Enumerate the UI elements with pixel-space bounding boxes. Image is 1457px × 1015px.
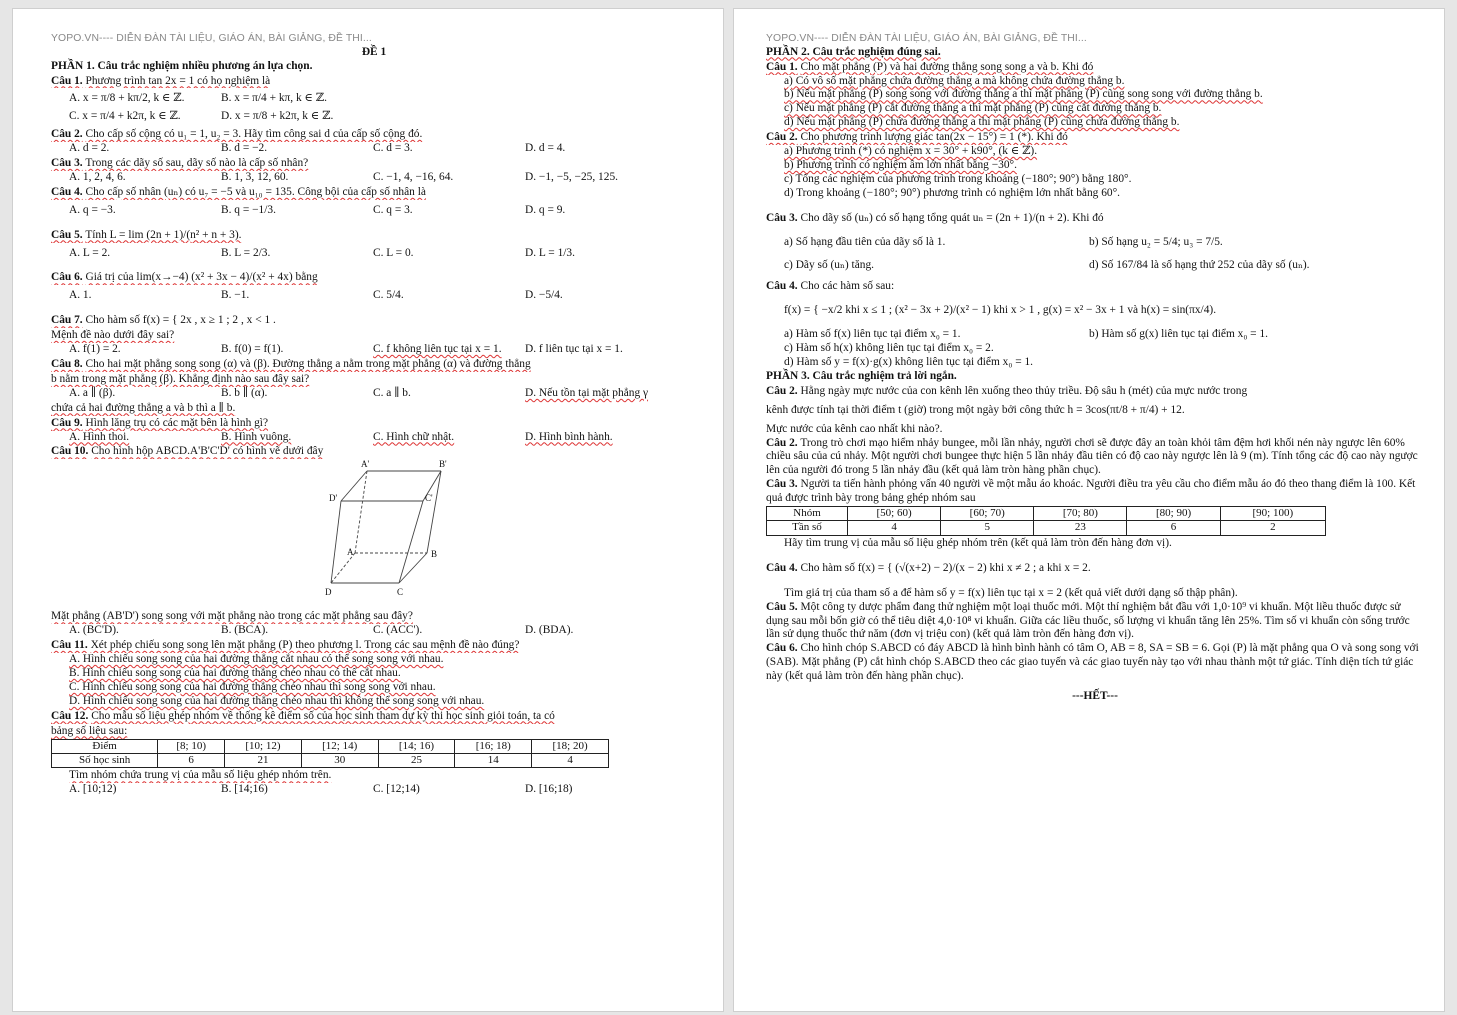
q10-label: Câu 10.: [51, 445, 89, 458]
table-row: [52, 739, 609, 753]
table-cell: [18; 20): [532, 739, 609, 753]
table-cell: [90; 100): [1220, 507, 1325, 521]
q10-option-d[interactable]: D. (BDA).: [525, 624, 574, 637]
s6-text: Cho hình chóp S.ABCD có đáy ABCD là hình bình hành có tâm O, AB = 8, SA = SB = 6. Gọi (P) là mặt phẳng qua O và song song với (SAB). Mặt phẳng (P) cắt hình chóp S.ABCD theo các giao tuyến và các giao tuyến này tạo với nhau thành một tứ giác. Tính diện tích tứ giác này (kết quả làm tròn đến hàng phần chục).: [766, 642, 1419, 683]
r2-text: Cho phương trình lượng giác tan(2x − 15°) = 1 (*). Khi đó: [800, 131, 1068, 144]
s2a-line3: Mực nước của kênh cao nhất khi nào?.: [766, 422, 943, 435]
r3-statement-c[interactable]: c) Dãy số (uₙ) tăng.: [784, 259, 875, 272]
q8-option-c[interactable]: C. a ∥ b.: [373, 386, 411, 399]
r3-text: Cho dãy số (uₙ) có số hạng tổng quát uₙ = (2n + 1)/(n + 2). Khi đó: [800, 211, 1104, 224]
q7-text: Cho hàm số f(x) = { 2x , x ≥ 1 ; 2 , x < 1 .: [85, 314, 276, 327]
r2-statement-a[interactable]: a) Phương trình (*) có nghiệm x = 30° + k90°, (k ∈ ℤ).: [784, 145, 1038, 158]
q6-option-c[interactable]: C. 5/4.: [373, 289, 404, 302]
q2-option-d[interactable]: D. d = 4.: [525, 142, 566, 155]
q12-stem: Tìm nhóm chứa trung vị của mẫu số liệu ghép nhóm trên.: [69, 769, 332, 782]
r3-statement-b[interactable]: b) Số hạng u₂ = 5/4; u₃ = 7/5.: [1089, 235, 1223, 248]
r4-label: Câu 4.: [766, 280, 798, 293]
r4-definition: f(x) = { −x/2 khi x ≤ 1 ; (x² − 3x + 2)/(x² − 1) khi x > 1 , g(x) = x² − 3x + 1 và h(x) = sin(πx/4).: [784, 304, 1217, 317]
r2-label: Câu 2.: [766, 131, 798, 144]
page-right: [733, 8, 1445, 1012]
table-cell: Điểm: [52, 739, 158, 753]
s2a-line2: kênh được tính tại thời điểm t (giờ) trong một ngày bởi công thức h = 3cos(πt/8 + π/4) + 12.: [766, 403, 1185, 416]
s4-stem: Tìm giá trị của tham số a để hàm số y = f(x) liên tục tại x = 2 (kết quả viết dưới dạng số thập phân).: [784, 586, 1238, 599]
s2b-text: Trong trò chơi mạo hiểm nhảy bungee, mỗi lần nhảy, người chơi sẽ được đây an toàn khỏi tâm đệm hơi khối nén này ngược lên 60% chiều sâu của cú nhảy. Một người chơi bungee thực hiện 5 lần nhảy đầu tiên có độ cao này ngược lên là 9 (m). Tính tổng các độ cao này ngược lên của người đó trong 5 lần nhảy đầu (kết quả làm tròn hàng phần chục).: [766, 436, 1418, 477]
vertex-a: A: [347, 547, 354, 558]
question-2: [51, 128, 697, 156]
s6-label: Câu 6.: [766, 642, 798, 655]
part2-question-1: [766, 61, 1424, 131]
q12-line2: bảng số liệu sau:: [51, 724, 128, 737]
question-9: [51, 417, 697, 445]
r4-text: Cho các hàm số sau:: [800, 280, 895, 293]
part3-question-2b: [766, 437, 1424, 479]
q1-option-b[interactable]: B. x = π/4 + kπ, k ∈ ℤ.: [221, 92, 327, 105]
table-cell: [70; 80): [1034, 507, 1127, 521]
table-cell: Nhóm: [767, 507, 848, 521]
part2-heading: PHẦN 2. Câu trắc nghiệm đúng sai.: [766, 45, 941, 58]
q1-text: Phương trình tan 2x = 1 có họ nghiệm là: [85, 74, 271, 87]
q12-score-table: [51, 739, 609, 769]
r3-statement-a[interactable]: a) Số hạng đầu tiên của dãy số là 1.: [784, 235, 946, 248]
question-6: [51, 271, 697, 303]
r2-statement-d[interactable]: d) Trong khoảng (−180°; 90°) phương trình có nghiệm lớn nhất bằng 60°.: [784, 186, 1121, 199]
q9-option-a[interactable]: A. Hình thoi.: [69, 430, 130, 443]
q9-option-b[interactable]: B. Hình vuông.: [221, 430, 292, 443]
table-cell: Số học sinh: [52, 753, 158, 767]
vertex-b-prime: B': [439, 459, 447, 470]
q3-option-a[interactable]: A. 1, 2, 4, 6.: [69, 170, 126, 183]
q5-option-b[interactable]: B. L = 2/3.: [221, 246, 271, 259]
vertex-d-prime: D': [329, 493, 338, 504]
part2-question-2: [766, 131, 1424, 201]
q2-option-c[interactable]: C. d = 3.: [373, 142, 413, 155]
question-5: [51, 229, 697, 261]
q11-text: Xét phép chiếu song song lên mặt phẳng (P) theo phương l. Trong các sau mệnh đề nào đúng?: [90, 639, 520, 652]
table-cell: 6: [1127, 521, 1220, 535]
part3-question-4: [766, 562, 1424, 601]
q2-option-a[interactable]: A. d = 2.: [69, 142, 110, 155]
table-cell: [16; 18): [455, 739, 532, 753]
r1-statement-a[interactable]: a) Có vô số mặt phẳng chứa đường thẳng a mà không chứa đường thẳng b.: [784, 74, 1125, 87]
q10-option-c[interactable]: C. (ACC').: [373, 624, 423, 637]
table-cell: [80; 90): [1127, 507, 1220, 521]
q4-text: Cho cấp số nhân (uₙ) có u₇ = −5 và u₁₀ = 135. Công bội của cấp số nhân là: [85, 185, 426, 198]
s4-text: Cho hàm số f(x) = { (√(x+2) − 2)/(x − 2) khi x ≠ 2 ; a khi x = 2.: [800, 561, 1091, 574]
q10-stem: Mặt phẳng (AB'D') song song với mặt phẳng nào trong các mặt phẳng sau đây?: [51, 610, 413, 623]
q3-text: Trong các dãy số sau, dãy số nào là cấp số nhân?: [85, 157, 309, 170]
table-cell: 23: [1034, 521, 1127, 535]
q7-option-b[interactable]: B. f(0) = f(1).: [221, 343, 284, 356]
r1-text: Cho mặt phẳng (P) và hai đường thẳng song song a và b. Khi đó: [800, 60, 1094, 73]
q12-option-c[interactable]: C. [12;14): [373, 783, 420, 796]
q1-option-a[interactable]: A. x = π/8 + kπ/2, k ∈ ℤ.: [69, 92, 185, 105]
q8-option-a[interactable]: A. a ∥ (β).: [69, 386, 116, 399]
table-cell: [60; 70): [941, 507, 1034, 521]
part2-question-3: [766, 212, 1424, 274]
table-cell: [12; 14): [301, 739, 378, 753]
q3-label: Câu 3.: [51, 157, 83, 170]
q12-option-a[interactable]: A. [10;12): [69, 783, 117, 796]
parallelepiped-diagram: [321, 459, 481, 609]
q1-option-d[interactable]: D. x = π/8 + k2π, k ∈ ℤ.: [221, 110, 334, 123]
r1-statement-c[interactable]: c) Nếu mặt phẳng (P) cắt đường thẳng a thì mặt phẳng (P) cũng cắt đường thẳng b.: [784, 102, 1162, 115]
q3-option-c[interactable]: C. −1, 4, −16, 64.: [373, 170, 454, 183]
exam-title: ĐỀ 1: [361, 45, 387, 58]
q6-option-a[interactable]: A. 1.: [69, 289, 92, 302]
question-3: [51, 157, 697, 185]
part3-question-5: [766, 601, 1424, 643]
q12-text: Cho mẫu số liệu ghép nhóm về thống kê điểm số của học sinh tham dự kỳ thi học sinh giỏi toán, ta có: [91, 709, 555, 722]
q8-label: Câu 8.: [51, 358, 83, 370]
q6-label: Câu 6.: [51, 271, 83, 284]
s3-text: Người ta tiến hành phỏng vấn 40 người về một mẫu áo khoác. Người điều tra yêu cầu cho điểm mẫu áo đó theo thang điểm là 100. Kết quả được trình bày trong bảng ghép nhóm sau: [766, 478, 1416, 505]
table-cell: [8; 10): [158, 739, 225, 753]
q4-option-d[interactable]: D. q = 9.: [525, 203, 566, 216]
page-left: [12, 8, 724, 1012]
table-cell: [10; 12): [225, 739, 302, 753]
q8-option-b[interactable]: B. b ∥ (α).: [221, 386, 268, 399]
r1-statement-b[interactable]: b) Nếu mặt phẳng (P) song song với đường thẳng a thì mặt phẳng (P) cũng song song với đường thẳng b.: [784, 88, 1263, 101]
s5-label: Câu 5.: [766, 600, 798, 613]
vertex-c: C: [397, 587, 404, 598]
s2a-label: Câu 2.: [766, 384, 798, 397]
table-cell: 6: [158, 753, 225, 767]
table-cell: 25: [378, 753, 455, 767]
page-header: YOPO.VN---- DIỄN ĐÀN TÀI LIỆU, GIÁO ÁN, BÀI GIẢNG, ĐỀ THI...: [766, 33, 1087, 44]
table-cell: 14: [455, 753, 532, 767]
q4-option-a[interactable]: A. q = −3.: [69, 203, 116, 216]
q9-option-d[interactable]: D. Hình bình hành.: [525, 430, 613, 443]
table-row: [767, 521, 1326, 535]
q3-option-d[interactable]: D. −1, −5, −25, 125.: [525, 170, 618, 183]
table-cell: 4: [532, 753, 609, 767]
part3-question-2a: [766, 385, 1424, 437]
q2-label: Câu 2.: [51, 128, 83, 141]
r1-statement-d[interactable]: d) Nếu mặt phẳng (P) chứa đường thẳng a thì mặt phẳng (P) cũng chứa đường thẳng b.: [784, 116, 1180, 129]
part1-heading: PHẦN 1. Câu trắc nghiệm nhiều phương án lựa chọn.: [51, 59, 313, 72]
s2a-text: Hằng ngày mực nước của con kênh lên xuống theo thủy triều. Độ sâu h (mét) của mực nước trong: [800, 384, 1248, 397]
q7-option-a[interactable]: A. f(1) = 2.: [69, 343, 121, 356]
q8-text: Cho hai mặt phẳng song song (α) và (β). Đường thẳng a nằm trong mặt phẳng (α) và đường thẳng: [85, 358, 531, 370]
r3-statement-d[interactable]: d) Số 167/84 là số hạng thứ 252 của dãy số (uₙ).: [1089, 259, 1310, 272]
q5-option-a[interactable]: A. L = 2.: [69, 246, 111, 259]
q7-option-d[interactable]: D. f liên tục tại x = 1.: [525, 343, 623, 356]
s3-stem: Hãy tìm trung vị của mẫu số liệu ghép nhóm trên (kết quả làm tròn đến hàng đơn vị).: [784, 536, 1172, 549]
table-cell: 5: [941, 521, 1034, 535]
q8-option-d[interactable]: D. Nếu tồn tại mặt phẳng γ: [525, 386, 649, 399]
q9-label: Câu 9.: [51, 416, 83, 429]
q4-label: Câu 4.: [51, 185, 83, 198]
q11-option-a[interactable]: A. Hình chiếu song song của hai đường thẳng cắt nhau có thể song song với nhau.: [69, 653, 444, 666]
table-cell: [14; 16): [378, 739, 455, 753]
q5-option-d[interactable]: D. L = 1/3.: [525, 246, 575, 259]
table-cell: 30: [301, 753, 378, 767]
q7-label: Câu 7.: [51, 314, 83, 327]
q4-option-b[interactable]: B. q = −1/3.: [221, 203, 276, 216]
vertex-d: D: [325, 587, 332, 598]
table-cell: [50; 60): [848, 507, 941, 521]
q9-option-c[interactable]: C. Hình chữ nhật.: [373, 430, 455, 443]
r4-statement-d[interactable]: d) Hàm số y = f(x)·g(x) không liên tục tại điểm x₀ = 1.: [784, 356, 1034, 368]
q7-option-c[interactable]: C. f không liên tục tại x = 1.: [373, 343, 502, 356]
question-4: [51, 186, 697, 218]
q3-option-b[interactable]: B. 1, 3, 12, 60.: [221, 170, 289, 183]
q6-option-b[interactable]: B. −1.: [221, 289, 250, 302]
table-cell: Tần số: [767, 521, 848, 535]
s2b-label: Câu 2.: [766, 436, 798, 449]
r2-statement-b[interactable]: b) Phương trình có nghiệm âm lớn nhất bằng −30°.: [784, 158, 1017, 171]
r4-statement-c[interactable]: c) Hàm số h(x) không liên tục tại điểm x₀ = 2.: [784, 342, 994, 355]
q11-option-d[interactable]: D. Hình chiếu song song của hai đường thẳng chéo nhau thì không thể song song với nhau.: [69, 694, 485, 707]
q6-option-d[interactable]: D. −5/4.: [525, 289, 563, 302]
part2-question-4: [766, 280, 1424, 370]
q11-option-c[interactable]: C. Hình chiếu song song của hai đường thẳng chéo nhau thì song song với nhau.: [69, 680, 436, 693]
vertex-a-prime: A': [361, 459, 370, 470]
r1-label: Câu 1.: [766, 60, 798, 73]
q1-label: Câu 1.: [51, 74, 83, 87]
q6-text: Giá trị của lim(x→−4) (x² + 3x − 4)/(x² + 4x) bằng: [85, 271, 318, 284]
q10-option-b[interactable]: B. (BCA).: [221, 624, 269, 637]
table-cell: 21: [225, 753, 302, 767]
q12-option-b[interactable]: B. [14;16): [221, 783, 268, 796]
q2-text: Cho cấp số cộng có u₁ = 1, u₂ = 3. Hãy tìm công sai d của cấp số cộng đó.: [85, 128, 423, 141]
r2-statement-c[interactable]: c) Tổng các nghiệm của phương trình trong khoảng (−180°; 90°) bằng 180°.: [784, 172, 1132, 185]
question-12: [51, 710, 697, 797]
r4-statement-a[interactable]: a) Hàm số f(x) liên tục tại điểm x₀ = 1.: [784, 328, 961, 341]
part3-question-3: [766, 478, 1424, 551]
q4-option-c[interactable]: C. q = 3.: [373, 203, 413, 216]
q7-stem: Mệnh đề nào dưới đây sai?: [51, 329, 175, 342]
q10-text: Cho hình hộp ABCD.A'B'C'D' có hình vẽ dưới đây: [91, 445, 324, 458]
question-1: [51, 75, 697, 125]
r3-label: Câu 3.: [766, 211, 798, 224]
q9-text: Hình lăng trụ có các mặt bên là hình gì?: [85, 416, 269, 429]
page-header: YOPO.VN---- DIỄN ĐÀN TÀI LIỆU, GIÁO ÁN, BÀI GIẢNG, ĐỀ THI...: [51, 33, 372, 44]
s5-text: Một công ty dược phẩm đang thử nghiệm một loại thuốc mới. Một thí nghiệm bắt đầu với 1,0·10⁹ vi khuẩn. Một liều thuốc được sử dụng sau mỗi bốn giờ có thể tiêu diệt 4,0·10⁸ vi khuẩn. Giữa các liều thuốc, số lượng vi khuẩn tăng lên 25%. Tìm số vi khuẩn còn sống trước lần sử dụng thuốc thứ năm (đơn vị triệu con) (kết quả làm tròn đến hàng đơn vị).: [766, 600, 1410, 641]
parallelepiped-figure: [321, 459, 481, 609]
q5-label: Câu 5.: [51, 228, 83, 241]
table-row: [767, 507, 1326, 521]
q8-line3: chứa cả hai đường thẳng a và b thì a ∥ b.: [51, 401, 236, 414]
q8-line2: b nằm trong mặt phẳng (β). Khẳng định nào sau đây sai?: [51, 372, 310, 385]
end-marker: ---HẾT---: [1072, 690, 1118, 703]
s3-label: Câu 3.: [766, 478, 798, 491]
question-11: [51, 639, 697, 709]
q12-label: Câu 12.: [51, 709, 89, 722]
q5-option-c[interactable]: C. L = 0.: [373, 246, 414, 259]
vertex-b: B: [431, 549, 438, 560]
s4-label: Câu 4.: [766, 561, 798, 574]
q5-text: Tính L = lim (2n + 1)/(n² + n + 3).: [85, 228, 242, 241]
question-7: [51, 314, 697, 357]
q10-option-a[interactable]: A. (BC'D).: [69, 624, 119, 637]
table-cell: 2: [1220, 521, 1325, 535]
question-8: [51, 358, 697, 416]
table-row: [52, 753, 609, 767]
q11-option-b[interactable]: B. Hình chiếu song song của hai đường thẳng chéo nhau có thể cắt nhau.: [69, 666, 401, 679]
q2-option-b[interactable]: B. d = −2.: [221, 142, 268, 155]
q11-label: Câu 11.: [51, 639, 88, 652]
q1-option-c[interactable]: C. x = π/4 + k2π, k ∈ ℤ.: [69, 110, 181, 123]
s3-frequency-table: [766, 506, 1326, 536]
part3-heading: PHẦN 3. Câu trắc nghiệm trả lời ngắn.: [766, 369, 957, 382]
part3-question-6: [766, 642, 1424, 684]
q12-option-d[interactable]: D. [16;18): [525, 783, 573, 796]
vertex-c-prime: C': [425, 493, 433, 504]
r4-statement-b[interactable]: b) Hàm số g(x) liên tục tại điểm x₀ = 1.: [1089, 328, 1269, 341]
table-cell: 4: [848, 521, 941, 535]
question-10: [51, 445, 697, 638]
